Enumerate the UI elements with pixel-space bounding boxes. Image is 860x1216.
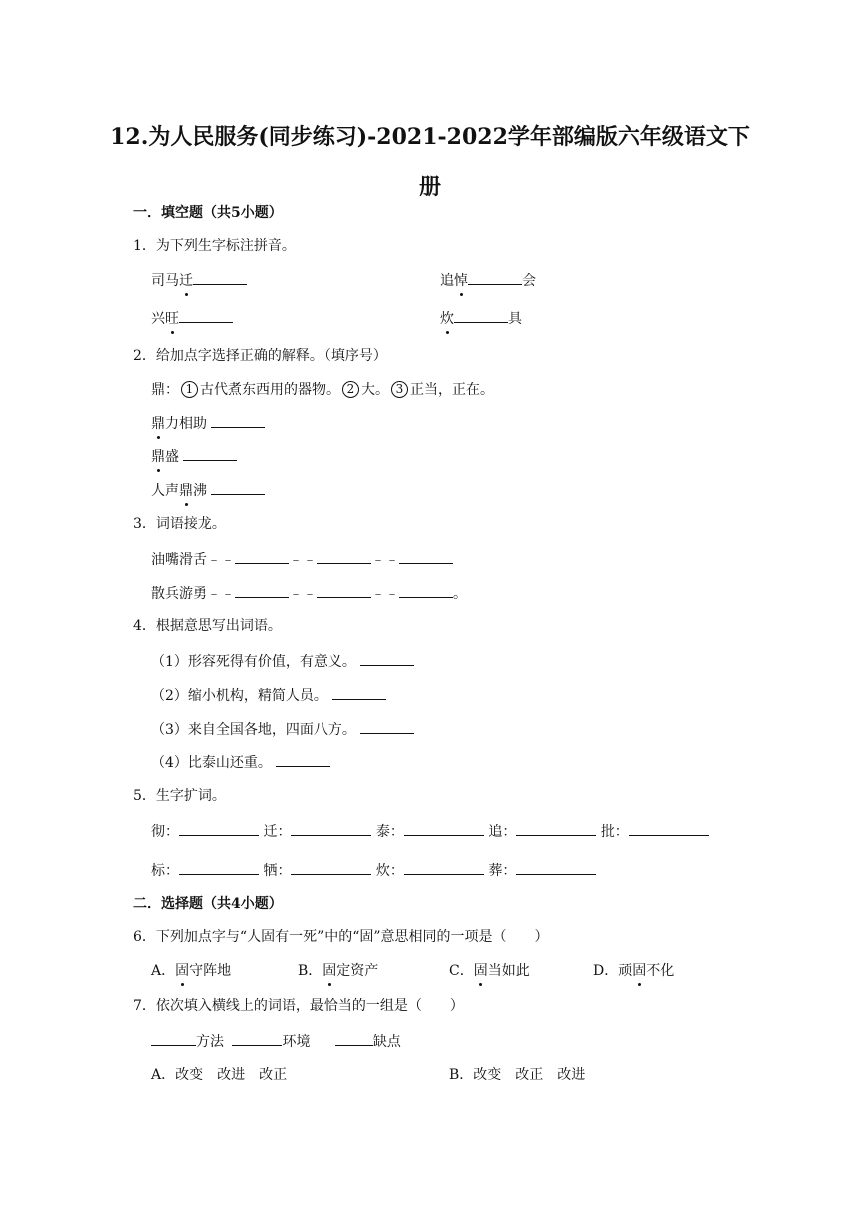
q3-chain-1-start-word: 油嘴滑舌: [151, 552, 207, 568]
q5-char-label: 彻：: [151, 824, 179, 840]
q3-chain-2-blank-1[interactable]: [235, 583, 289, 598]
q1-a-blank[interactable]: [193, 270, 247, 285]
q3-chain-1-blank-1[interactable]: [235, 549, 289, 564]
q3-separator: ﹣﹣: [371, 586, 399, 602]
q5-char-label: 葬：: [488, 863, 517, 879]
q5-char-label: 牺：: [263, 863, 292, 879]
q1-b-prefix: 追: [440, 273, 454, 289]
q5-blank[interactable]: [404, 860, 484, 875]
q4-i4-blank[interactable]: [276, 752, 330, 767]
question-6-stem: 6．下列加点字与“人固有一死”中的“固”意思相同的一项是（ ）: [133, 929, 549, 945]
q6-a-suffix: 守阵地: [189, 963, 232, 979]
q4-item-3: [151, 719, 414, 740]
q2-i1-dotted-char: 鼎: [151, 416, 165, 432]
q5-char-label: 批：: [600, 824, 629, 840]
q1-b-blank[interactable]: [468, 270, 522, 285]
q2-def-label: 鼎：: [151, 382, 179, 398]
q6-a-dotted-char: 固: [175, 963, 190, 979]
q3-chain-2-blank-2[interactable]: [317, 583, 371, 598]
q5-blank[interactable]: [179, 860, 259, 875]
question-4-stem: 4．根据意思写出词语。: [133, 618, 282, 634]
q2-i1-blank[interactable]: [211, 413, 265, 428]
q2-i3-blank[interactable]: [211, 480, 265, 495]
question-1-stem: 1．为下列生字标注拼音。: [133, 238, 296, 254]
q4-i1-blank[interactable]: [360, 651, 414, 666]
section-heading-multiple-choice: 二．选择题（共4小题）: [133, 896, 283, 912]
q6-option-b[interactable]: [298, 961, 378, 981]
q5-char-label: 炊：: [375, 863, 404, 879]
q3-separator: ﹣﹣: [207, 586, 235, 602]
q1-b-suffix: 会: [522, 273, 536, 289]
page-title: 12.为人民服务(同步练习)-2021-2022学年部编版六年级语文下册: [110, 124, 750, 200]
q7-option-a[interactable]: A．改变 改进 改正: [151, 1067, 288, 1083]
q1-d-dotted-char: 炊: [440, 311, 454, 327]
q2-def-1: 古代煮东西用的器物。: [200, 382, 340, 398]
q3-chain-2-start-word: 散兵游勇: [151, 586, 207, 602]
q7-option-b[interactable]: B．改变 改正 改进: [449, 1067, 586, 1083]
q6-b-suffix: 定资产: [336, 963, 379, 979]
q5-blank[interactable]: [179, 821, 259, 836]
q1-a-dotted-char: 迁: [179, 273, 193, 289]
q3-chain-1-blank-2[interactable]: [317, 549, 371, 564]
q7-blank-1[interactable]: [151, 1031, 196, 1046]
q2-i3-prefix: 人声: [151, 483, 179, 499]
q5-blank[interactable]: [516, 821, 596, 836]
q6-c-suffix: 当如此: [487, 963, 530, 979]
q4-i4-text: （4）比泰山还重。: [151, 755, 272, 771]
q2-def-2: 大。: [361, 382, 389, 398]
q3-chain-2: [151, 583, 467, 604]
q5-blank[interactable]: [516, 860, 596, 875]
q1-d-suffix: 具: [508, 311, 522, 327]
q5-row-1: [151, 821, 709, 842]
q6-a-prefix: A．: [151, 963, 176, 979]
q5-char-label: 追：: [488, 824, 517, 840]
q3-separator: ﹣﹣: [289, 552, 317, 568]
q6-option-c[interactable]: [449, 961, 530, 981]
q1-item-b: [440, 270, 536, 291]
q3-separator: ﹣﹣: [207, 552, 235, 568]
q3-chain-2-blank-3[interactable]: [399, 583, 453, 598]
q4-i1-text: （1）形容死得有价值，有意义。: [151, 654, 356, 670]
q4-i3-text: （3）来自全国各地，四面八方。: [151, 722, 356, 738]
q5-char-label: 标：: [151, 863, 179, 879]
q2-def-number-1: 1: [181, 381, 198, 398]
q4-i2-text: （2）缩小机构，精简人员。: [151, 688, 328, 704]
q6-option-d[interactable]: [593, 961, 674, 981]
q7-fill-word-1: 方法: [196, 1034, 224, 1050]
q2-item-3: [151, 480, 265, 501]
q7-fill-word-3: 缺点: [372, 1034, 401, 1050]
q1-d-blank[interactable]: [454, 308, 508, 323]
q3-chain-1-blank-3[interactable]: [399, 549, 453, 564]
q3-end-punct: 。: [453, 586, 467, 602]
q2-i1-suffix: 力相助: [165, 416, 207, 432]
q2-def-3: 正当，正在。: [410, 382, 494, 398]
q4-i3-blank[interactable]: [360, 719, 414, 734]
q1-item-c: [151, 308, 233, 329]
q5-blank[interactable]: [291, 860, 371, 875]
q7-blank-2[interactable]: [232, 1031, 282, 1046]
q6-d-dotted-char: 固: [632, 963, 647, 979]
q2-i2-suffix: 盛: [165, 449, 179, 465]
q5-char-label: 迁：: [263, 824, 292, 840]
q1-a-prefix: 司马: [151, 273, 179, 289]
q6-c-dotted-char: 固: [473, 963, 488, 979]
q7-fill-word-2: 环境: [282, 1034, 311, 1050]
q1-c-prefix: 兴: [151, 311, 165, 327]
q5-blank[interactable]: [404, 821, 484, 836]
question-5-stem: 5．生字扩词。: [133, 788, 226, 804]
q5-blank[interactable]: [291, 821, 371, 836]
q4-item-1: [151, 651, 414, 672]
q1-item-d: [440, 308, 522, 329]
q4-item-2: [151, 685, 386, 706]
q3-separator: ﹣﹣: [289, 586, 317, 602]
q4-item-4: [151, 752, 330, 773]
q4-i2-blank[interactable]: [332, 685, 386, 700]
section-heading-fill-blank: 一．填空题（共5小题）: [133, 205, 283, 221]
q1-c-blank[interactable]: [179, 308, 233, 323]
question-3-stem: 3．词语接龙。: [133, 516, 226, 532]
q5-row-2: [151, 860, 596, 881]
question-7-stem: 7．依次填入横线上的词语，最恰当的一组是（ ）: [133, 998, 464, 1014]
q2-i2-dotted-char: 鼎: [151, 449, 165, 465]
q2-i2-blank[interactable]: [183, 446, 237, 461]
q2-definitions: [151, 380, 494, 400]
q2-i3-dotted-char: 鼎: [179, 483, 193, 499]
question-2-stem: 2．给加点字选择正确的解释。（填序号）: [133, 348, 387, 364]
q7-fill-line: [151, 1031, 401, 1052]
q3-separator: ﹣﹣: [371, 552, 399, 568]
q5-blank[interactable]: [629, 821, 709, 836]
q7-blank-3[interactable]: [335, 1031, 373, 1046]
q6-d-prefix: D．顽: [593, 963, 633, 979]
q5-char-label: 泰：: [375, 824, 404, 840]
q1-b-dotted-char: 悼: [454, 273, 468, 289]
q2-item-2: [151, 446, 237, 467]
q6-option-a[interactable]: [151, 961, 231, 981]
q1-c-dotted-char: 旺: [165, 311, 179, 327]
q6-d-suffix: 不化: [646, 963, 675, 979]
q6-c-prefix: C．: [449, 963, 474, 979]
q2-i3-suffix: 沸: [193, 483, 207, 499]
q6-b-prefix: B．: [298, 963, 323, 979]
q2-def-number-2: 2: [342, 381, 359, 398]
q2-def-number-3: 3: [391, 381, 408, 398]
q6-b-dotted-char: 固: [322, 963, 337, 979]
q1-item-a: [151, 270, 247, 291]
q2-item-1: [151, 413, 265, 434]
q3-chain-1: [151, 549, 453, 570]
